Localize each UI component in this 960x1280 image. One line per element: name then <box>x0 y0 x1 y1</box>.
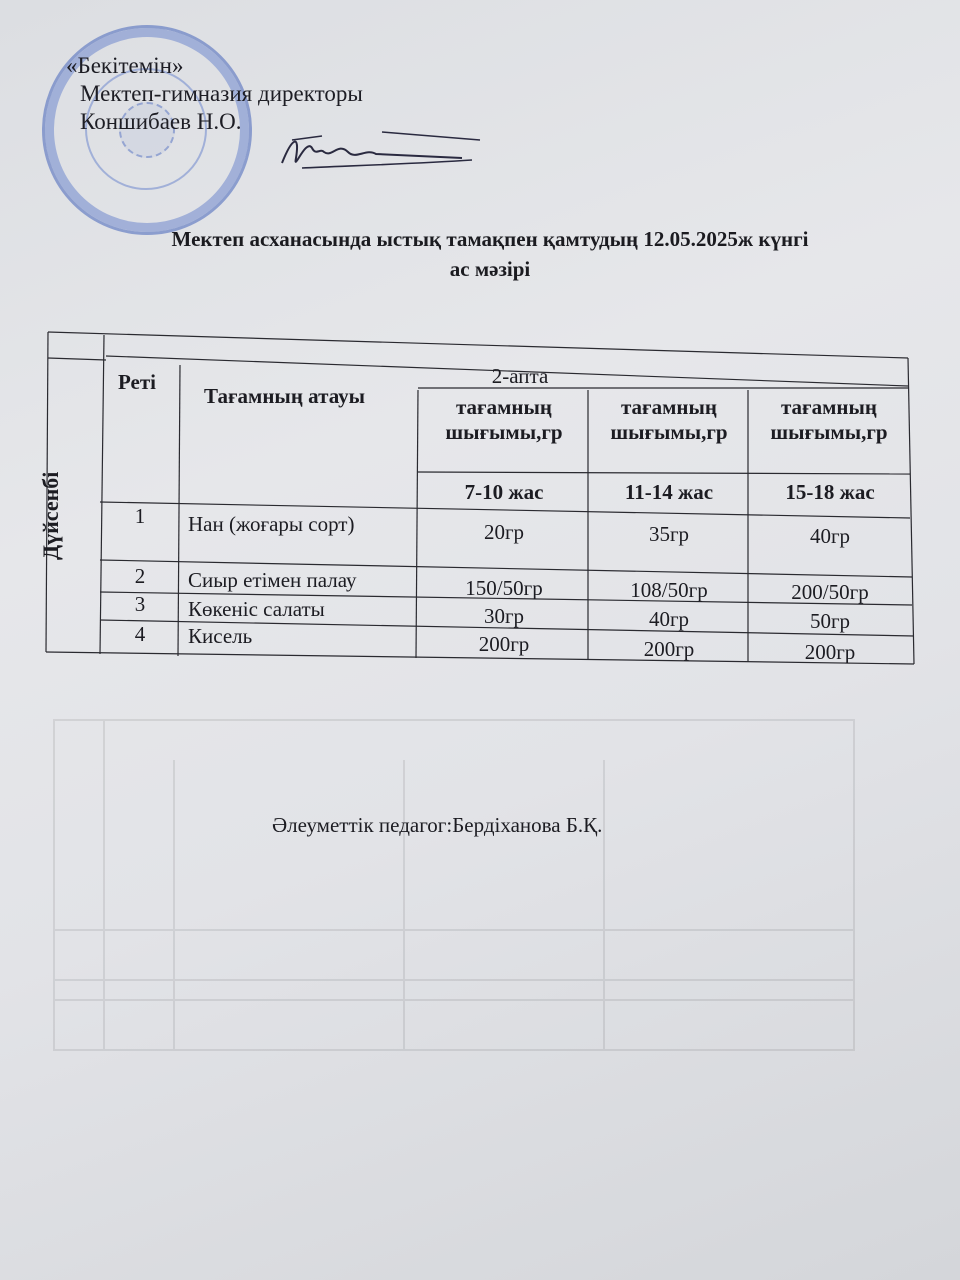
row-1-dish: Нан (жоғары сорт) <box>188 512 355 536</box>
row-3-yield-11-14: 40гр <box>648 607 690 631</box>
row-3-yield-15-18: 50гр <box>809 609 851 633</box>
menu-title-line-1: Мектеп асханасында ыстық тамақпен қамтудың 12.05.2025ж күнгі <box>171 227 809 251</box>
day-label: Дүйсенбі <box>38 471 63 560</box>
row-3-yield-7-10: 30гр <box>483 604 525 628</box>
row-2-order: 2 <box>134 564 146 588</box>
row-2-yield-11-14: 108/50гр <box>630 578 708 602</box>
bleed-through-ghost <box>44 700 874 1080</box>
approval-position: Мектеп-гимназия директоры <box>80 81 363 106</box>
age-group-7-10: 7-10 жас <box>464 480 544 504</box>
menu-title <box>100 224 880 284</box>
row-2-yield-7-10: 150/50гр <box>465 576 543 600</box>
social-pedagogue-signature-line: Әлеуметтік педагог:Бердіханова Б.Қ. <box>272 813 603 837</box>
yield-header-line-2: шығымы,гр <box>610 420 728 444</box>
signature-icon <box>262 118 482 188</box>
row-1-yield-15-18: 40гр <box>809 524 851 548</box>
col-header-dish-name: Тағамның атауы <box>204 384 366 408</box>
age-group-15-18: 15-18 жас <box>785 480 875 504</box>
approval-director-name: Коншибаев Н.О. <box>80 109 242 134</box>
row-3-dish: Көкеніс салаты <box>188 597 325 621</box>
row-1-order: 1 <box>134 504 146 528</box>
row-4-order: 4 <box>134 622 146 646</box>
row-4-yield-7-10: 200гр <box>478 632 530 656</box>
age-group-11-14: 11-14 жас <box>624 480 714 504</box>
row-4-yield-15-18: 200гр <box>804 640 856 664</box>
yield-header-line-2: шығымы,гр <box>445 420 563 444</box>
yield-header-line-2: шығымы,гр <box>770 420 888 444</box>
week-label: 2-апта <box>491 364 549 388</box>
row-4-yield-11-14: 200гр <box>643 637 695 661</box>
row-2-yield-15-18: 200/50гр <box>791 580 869 604</box>
col-header-yield-1 <box>420 395 588 445</box>
row-1-yield-7-10: 20гр <box>483 520 525 544</box>
row-4-dish: Кисель <box>188 624 253 648</box>
yield-header-line-1: тағамның <box>780 395 877 419</box>
yield-header-line-1: тағамның <box>455 395 552 419</box>
col-header-yield-2 <box>590 395 748 445</box>
yield-header-line-1: тағамның <box>620 395 717 419</box>
row-3-order: 3 <box>134 592 146 616</box>
row-2-dish: Сиыр етімен палау <box>188 568 357 592</box>
col-header-order: Реті <box>118 370 157 394</box>
col-header-yield-3 <box>750 395 908 445</box>
approval-heading: «Бекітемін» <box>66 53 184 78</box>
row-1-yield-11-14: 35гр <box>648 522 690 546</box>
menu-title-line-2: ас мәзірі <box>449 257 531 281</box>
